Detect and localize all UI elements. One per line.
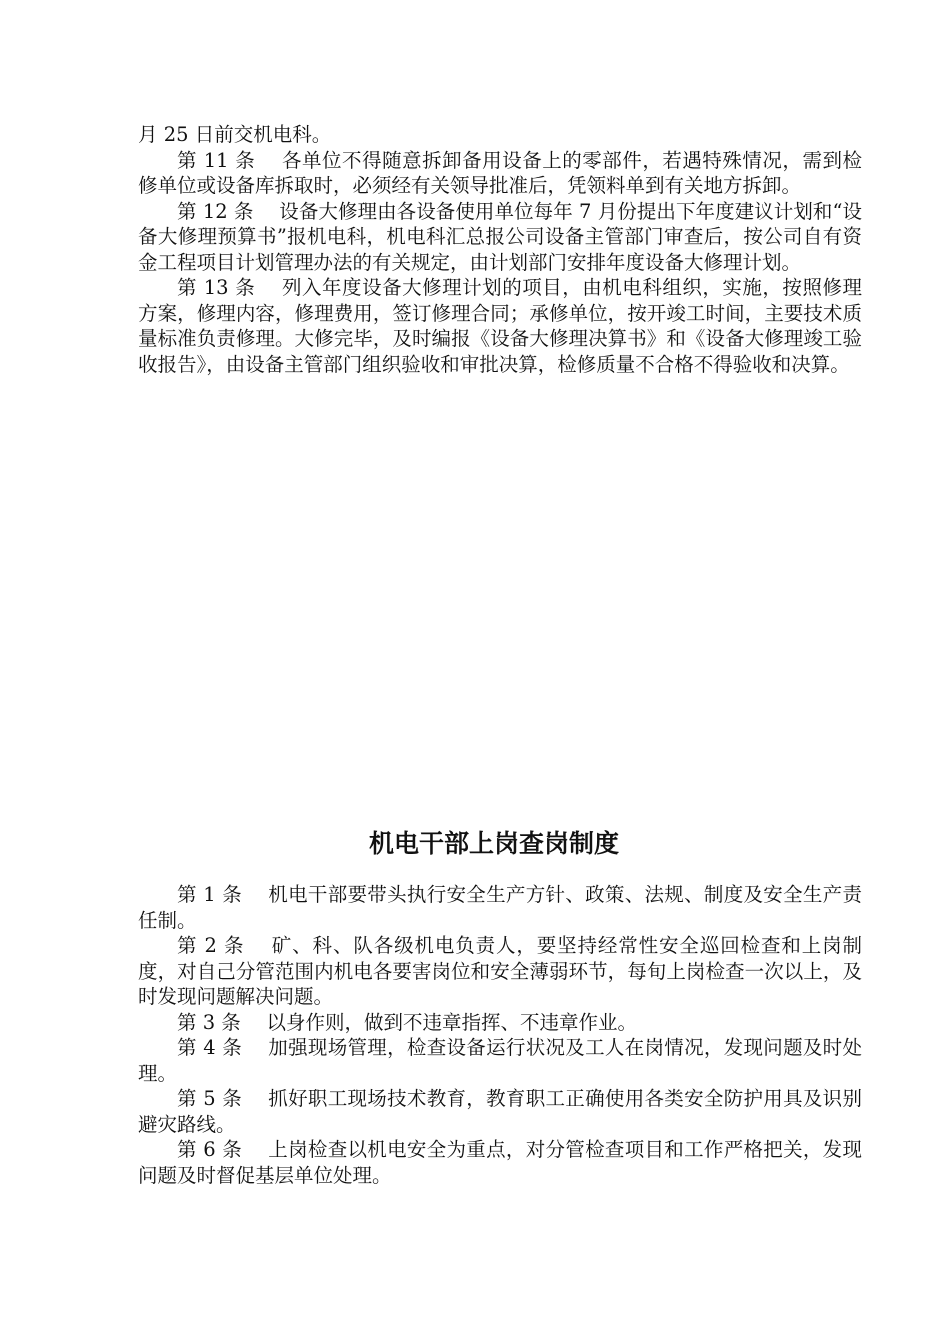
- article-1: 第 1 条 机电干部要带头执行安全生产方针、政策、法规、制度及安全生产责任制。: [138, 883, 862, 932]
- article-3: 第 3 条 以身作则，做到不违章指挥、不违章作业。: [177, 1010, 638, 1034]
- article-6: 第 6 条 上岗检查以机电安全为重点，对分管检查项目和工作严格把关，发现问题及时督促基层单位处理。: [138, 1138, 862, 1187]
- section-title: 机电干部上岗查岗制度: [368, 829, 619, 858]
- article-4: 第 4 条 加强现场管理，检查设备运行状况及工人在岗情况，发现问题及时处理。: [138, 1036, 862, 1085]
- article-13: 第 13 条 列入年度设备大修理计划的项目，由机电科组织，实施，按照修理方案，修理内容，修理费用，签订修理合同；承修单位，按开竣工时间，主要技术质量标准负责修理。大修完毕，及时编报《设备大修理决算书》和《设备大修理竣工验收报告》，由设备主管部门组织验收和审批决算，检修质量不合格不得验收和决算。: [138, 276, 862, 376]
- cadre-inspection-section: [138, 882, 862, 1188]
- continuation-line: 月 25 日前交机电科。: [138, 123, 332, 146]
- article-2: 第 2 条 矿、科、队各级机电负责人，要坚持经常性安全巡回检查和上岗制度，对自己分管范围内机电各要害岗位和安全薄弱环节，每旬上岗检查一次以上，及时发现问题解决问题。: [138, 934, 862, 1008]
- equipment-maintenance-section: [138, 122, 862, 377]
- article-5: 第 5 条 抓好职工现场技术教育，教育职工正确使用各类安全防护用具及识别避灾路线。: [138, 1087, 862, 1136]
- article-12: 第 12 条 设备大修理由各设备使用单位每年 7 月份提出下年度建议计划和“设备大修理预算书”报机电科，机电科汇总报公司设备主管部门审查后，按公司自有资金工程项目计划管理办法的有关规定，由计划部门安排年度设备大修理计划。: [138, 199, 862, 274]
- article-11: 第 11 条 各单位不得随意拆卸备用设备上的零部件，若遇特殊情况，需到检修单位或设备库拆取时，必须经有关领导批准后，凭领料单到有关地方拆卸。: [138, 148, 862, 197]
